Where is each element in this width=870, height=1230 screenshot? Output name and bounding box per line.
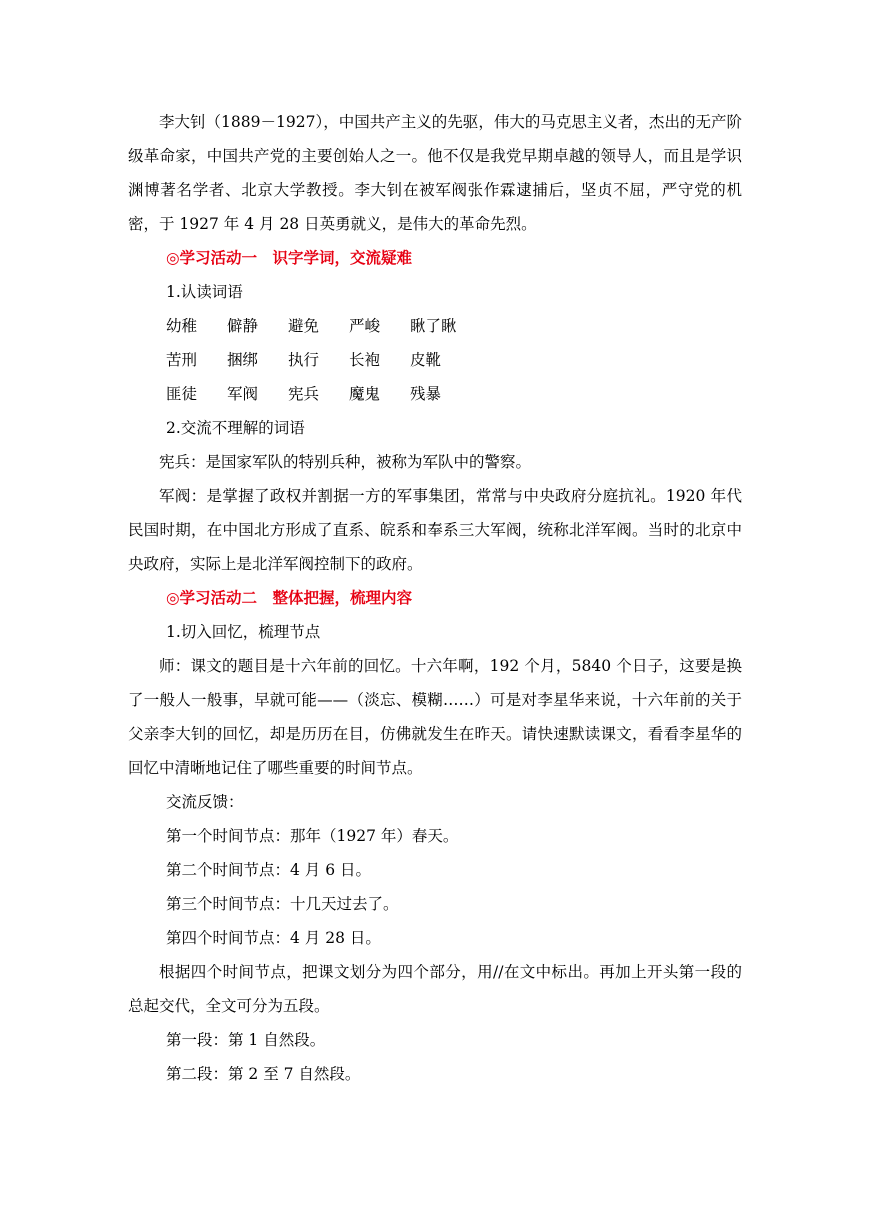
word: 幼稚: [166, 317, 198, 335]
document-body: [128, 105, 742, 1091]
definition-junfa: 军阀：是掌握了政权并割据一方的军事集团，常常与中央政府分庭抗礼。1920 年代民国时期，在中国北方形成了直系、皖系和奉系三大军阀，统称北洋军阀。当时的北京中央政府，实际上是北洋军阀控制下的政府。: [128, 487, 742, 573]
teacher-paragraph: 师：课文的题目是十六年前的回忆。十六年啊，192 个月，5840 个日子，这要是换了一般人一般事，早就可能——（淡忘、模糊……）可是对李星华来说，十六年前的关于父亲李大钊的回忆，却是历历在目，仿佛就发生在昨天。请快速默读课文，看看李星华的回忆中清晰地记住了哪些重要的时间节点。: [128, 657, 742, 777]
activity-one-step-1: 1.认读词语: [166, 283, 243, 301]
word: 瞅了瞅: [410, 317, 457, 335]
section-1: 第一段：第 1 自然段。: [166, 1031, 326, 1049]
word: 捆绑: [227, 351, 259, 369]
word: 长袍: [349, 351, 381, 369]
definition-xianbing: 宪兵：是国家军队的特别兵种，被称为军队中的警察。: [159, 453, 532, 471]
word: 严峻: [349, 317, 381, 335]
time-node-4: 第四个时间节点：4 月 28 日。: [166, 929, 381, 947]
word-row-1: [166, 309, 742, 343]
word: 避免: [288, 317, 320, 335]
word: 宪兵: [288, 385, 320, 403]
word: 皮靴: [410, 351, 442, 369]
feedback-label: 交流反馈：: [166, 793, 244, 811]
word: 魔鬼: [349, 385, 381, 403]
activity-one-heading: ◎学习活动一 识字学词，交流疑难: [166, 248, 413, 267]
word-row-2: [166, 343, 742, 377]
time-node-3: 第三个时间节点：十几天过去了。: [166, 895, 399, 913]
word: 残暴: [410, 385, 442, 403]
section-2: 第二段：第 2 至 7 自然段。: [166, 1065, 361, 1083]
division-paragraph: 根据四个时间节点，把课文划分为四个部分，用//在文中标出。再加上开头第一段的总起交代，全文可分为五段。: [128, 963, 742, 1015]
word: 军阀: [227, 385, 259, 403]
time-node-2: 第二个时间节点：4 月 6 日。: [166, 861, 372, 879]
activity-two-step-1: 1.切入回忆，梳理节点: [166, 623, 321, 641]
word: 执行: [288, 351, 320, 369]
word-row-3: [166, 377, 742, 411]
word: 匪徒: [166, 385, 198, 403]
time-node-1: 第一个时间节点：那年（1927 年）春天。: [166, 827, 459, 845]
activity-two-heading: ◎学习活动二 整体把握，梳理内容: [166, 588, 413, 607]
word: 僻静: [227, 317, 259, 335]
activity-one-step-2: 2.交流不理解的词语: [166, 419, 305, 437]
intro-paragraph: 李大钊（1889－1927），中国共产主义的先驱，伟大的马克思主义者，杰出的无产阶级革命家，中国共产党的主要创始人之一。他不仅是我党早期卓越的领导人，而且是学识渊博著名学者、北京大学教授。李大钊在被军阀张作霖逮捕后，坚贞不屈，严守党的机密，于 1927 年 4 月 28 日英勇就义，是伟大的革命先烈。: [128, 113, 742, 233]
word: 苦刑: [166, 351, 198, 369]
